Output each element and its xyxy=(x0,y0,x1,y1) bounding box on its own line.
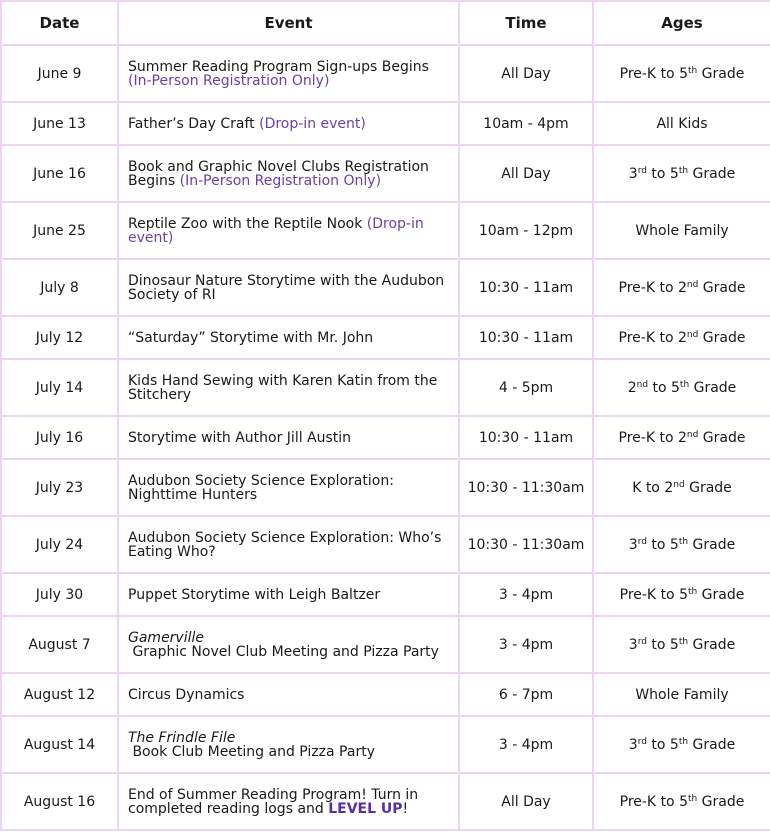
event-date: August 14 xyxy=(1,716,118,773)
event-title: Graphic Novel Club Meeting and Pizza Party xyxy=(128,643,439,660)
event-title: Dinosaur Nature Storytime with the Audubon Society of RI xyxy=(128,272,445,303)
event-date: August 12 xyxy=(1,673,118,716)
ages-text: to 5 xyxy=(646,165,679,182)
event-ages xyxy=(593,102,770,145)
event-note: (Drop-in event) xyxy=(259,115,366,132)
ages-text: Grade xyxy=(688,165,736,182)
event-date: June 16 xyxy=(1,145,118,202)
ages-text: Whole Family xyxy=(635,686,729,703)
event-note: (In-Person Registration Only) xyxy=(179,172,382,189)
ages-ordinal: nd xyxy=(686,429,699,440)
ages-text: Grade xyxy=(697,586,745,603)
ages-text: Grade xyxy=(697,793,745,810)
ages-ordinal: th xyxy=(687,65,698,76)
event-time: 10am - 4pm xyxy=(459,102,593,145)
ages-text: to 5 xyxy=(646,736,679,753)
event-ages xyxy=(593,459,770,516)
table-row xyxy=(1,202,770,259)
table-row xyxy=(1,616,770,673)
event-title: Summer Reading Program Sign-ups Begins xyxy=(128,58,429,75)
ages-ordinal: rd xyxy=(637,536,647,547)
event-date: July 12 xyxy=(1,316,118,359)
ages-text: Grade xyxy=(688,736,736,753)
event-description xyxy=(118,316,459,359)
event-title: Kids Hand Sewing with Karen Katin from the Stitchery xyxy=(128,372,438,403)
event-ages xyxy=(593,416,770,459)
ages-ordinal: nd xyxy=(686,329,699,340)
header-row xyxy=(1,1,770,45)
event-title-italic: The Frindle File xyxy=(128,729,236,746)
event-description xyxy=(118,516,459,573)
ages-text: Grade xyxy=(698,329,746,346)
table-row xyxy=(1,102,770,145)
header-time: Time xyxy=(459,1,593,45)
ages-text: Grade xyxy=(688,536,736,553)
event-description xyxy=(118,102,459,145)
event-date: July 30 xyxy=(1,573,118,616)
ages-ordinal: nd xyxy=(686,279,699,290)
event-description xyxy=(118,45,459,102)
ages-text: Pre-K to 5 xyxy=(619,65,688,82)
event-title: Book Club Meeting and Pizza Party xyxy=(128,743,375,760)
event-description xyxy=(118,773,459,830)
ages-text: 3 xyxy=(628,736,638,753)
event-ages xyxy=(593,145,770,202)
event-date: June 25 xyxy=(1,202,118,259)
ages-text: Grade xyxy=(698,429,746,446)
event-ages xyxy=(593,202,770,259)
event-time: 10am - 12pm xyxy=(459,202,593,259)
event-ages xyxy=(593,573,770,616)
event-time: 10:30 - 11am xyxy=(459,416,593,459)
table-row xyxy=(1,259,770,316)
ages-ordinal: th xyxy=(679,379,690,390)
ages-text: to 5 xyxy=(646,636,679,653)
event-description xyxy=(118,359,459,416)
event-title: “Saturday” Storytime with Mr. John xyxy=(128,329,374,346)
event-description xyxy=(118,145,459,202)
table-row xyxy=(1,459,770,516)
ages-text: Grade xyxy=(697,65,745,82)
event-ages xyxy=(593,259,770,316)
event-time: 4 - 5pm xyxy=(459,359,593,416)
event-time: All Day xyxy=(459,773,593,830)
ages-text: K to 2 xyxy=(632,479,674,496)
event-description xyxy=(118,416,459,459)
ages-text: Grade xyxy=(698,279,746,296)
table-row xyxy=(1,773,770,830)
ages-text: Pre-K to 5 xyxy=(619,586,688,603)
event-time: 6 - 7pm xyxy=(459,673,593,716)
event-date: July 23 xyxy=(1,459,118,516)
ages-ordinal: rd xyxy=(637,736,647,747)
header-ages: Ages xyxy=(593,1,770,45)
ages-ordinal: th xyxy=(678,636,689,647)
ages-text: Pre-K to 5 xyxy=(619,793,688,810)
event-title: Puppet Storytime with Leigh Baltzer xyxy=(128,586,381,603)
event-description xyxy=(118,716,459,773)
event-title: Father’s Day Craft xyxy=(128,115,255,132)
ages-text: 3 xyxy=(628,536,638,553)
event-description xyxy=(118,202,459,259)
event-ages xyxy=(593,316,770,359)
table-row xyxy=(1,416,770,459)
event-title: Reptile Zoo with the Reptile Nook xyxy=(128,215,363,232)
event-date: July 14 xyxy=(1,359,118,416)
event-title-end: ! xyxy=(402,800,409,817)
event-title: End of Summer Reading Program! Turn in completed reading logs and xyxy=(128,786,419,817)
ages-text: Whole Family xyxy=(635,222,729,239)
event-note: (In-Person Registration Only) xyxy=(128,72,330,89)
header-event: Event xyxy=(118,1,459,45)
event-time: 3 - 4pm xyxy=(459,573,593,616)
event-date: July 24 xyxy=(1,516,118,573)
event-time: 10:30 - 11am xyxy=(459,259,593,316)
table-row xyxy=(1,573,770,616)
ages-text: 2 xyxy=(627,379,637,396)
ages-text: Grade xyxy=(688,636,736,653)
event-title: Audubon Society Science Exploration: Who’s Eating Who? xyxy=(128,529,442,560)
event-ages xyxy=(593,516,770,573)
event-ages xyxy=(593,359,770,416)
event-emphasis: LEVEL UP xyxy=(328,800,403,817)
ages-text: Grade xyxy=(684,479,732,496)
event-date: July 8 xyxy=(1,259,118,316)
ages-ordinal: rd xyxy=(637,165,647,176)
event-ages xyxy=(593,616,770,673)
event-date: June 13 xyxy=(1,102,118,145)
ages-text: Grade xyxy=(689,379,737,396)
header-date: Date xyxy=(1,1,118,45)
event-description xyxy=(118,616,459,673)
table-row xyxy=(1,716,770,773)
ages-ordinal: th xyxy=(687,586,698,597)
event-time: 3 - 4pm xyxy=(459,616,593,673)
event-description xyxy=(118,573,459,616)
ages-text: 3 xyxy=(628,636,638,653)
ages-ordinal: th xyxy=(678,736,689,747)
ages-ordinal: nd xyxy=(673,479,685,490)
event-title-italic: Gamerville xyxy=(128,629,205,646)
event-time: 10:30 - 11:30am xyxy=(459,516,593,573)
event-date: August 16 xyxy=(1,773,118,830)
ages-ordinal: th xyxy=(678,165,689,176)
event-title: Audubon Society Science Exploration: Nighttime Hunters xyxy=(128,472,394,503)
ages-text: Pre-K to 2 xyxy=(618,279,687,296)
event-time: 10:30 - 11:30am xyxy=(459,459,593,516)
event-description xyxy=(118,259,459,316)
table-row xyxy=(1,516,770,573)
event-description xyxy=(118,673,459,716)
table-row xyxy=(1,145,770,202)
event-ages xyxy=(593,773,770,830)
event-ages xyxy=(593,716,770,773)
event-date: June 9 xyxy=(1,45,118,102)
event-time: 10:30 - 11am xyxy=(459,316,593,359)
ages-text: to 5 xyxy=(646,536,679,553)
ages-text: Pre-K to 2 xyxy=(618,429,687,446)
event-time: All Day xyxy=(459,145,593,202)
event-time: All Day xyxy=(459,45,593,102)
event-date: July 16 xyxy=(1,416,118,459)
event-note: (Drop-in event) xyxy=(128,215,424,246)
event-title: Circus Dynamics xyxy=(128,686,245,703)
table-row xyxy=(1,316,770,359)
ages-ordinal: nd xyxy=(636,379,649,390)
table-row xyxy=(1,673,770,716)
ages-text: 3 xyxy=(628,165,638,182)
event-title: Book and Graphic Novel Clubs Registration Begins xyxy=(128,158,429,189)
ages-ordinal: th xyxy=(687,793,698,804)
ages-text: to 5 xyxy=(648,379,680,396)
ages-ordinal: rd xyxy=(637,636,647,647)
event-time: 3 - 4pm xyxy=(459,716,593,773)
event-date: August 7 xyxy=(1,616,118,673)
event-title: Storytime with Author Jill Austin xyxy=(128,429,352,446)
event-ages xyxy=(593,45,770,102)
event-description xyxy=(118,459,459,516)
event-ages xyxy=(593,673,770,716)
table-row xyxy=(1,45,770,102)
ages-text: All Kids xyxy=(656,115,708,132)
ages-text: Pre-K to 2 xyxy=(618,329,687,346)
ages-ordinal: th xyxy=(678,536,689,547)
table-row xyxy=(1,359,770,416)
